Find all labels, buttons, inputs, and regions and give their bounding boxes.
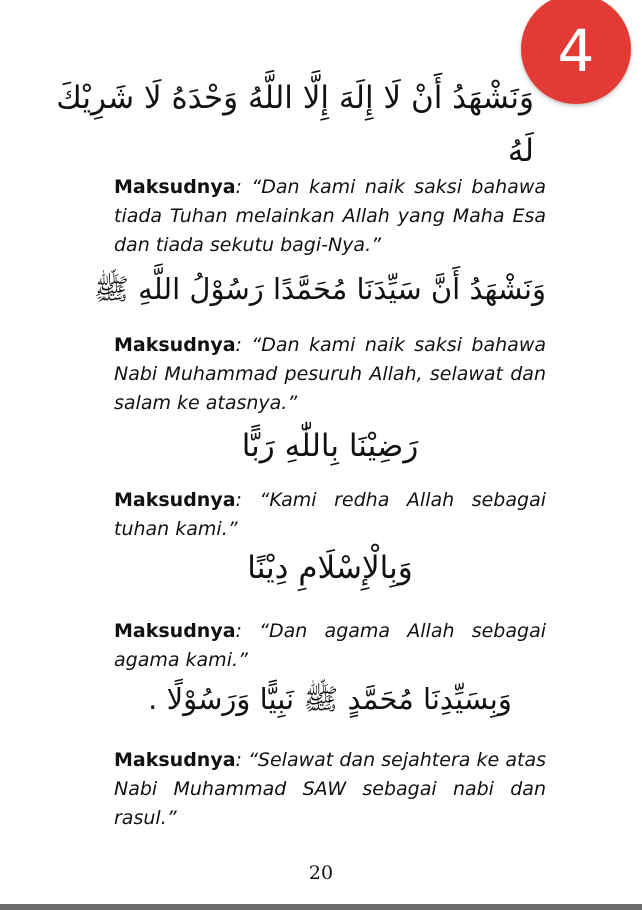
step-number-badge	[521, 0, 631, 104]
bottom-edge-bar	[0, 904, 642, 910]
meaning-paragraph-4	[114, 617, 546, 675]
arabic-verse-2: وَنَشْهَدُ أَنَّ سَيِّدَنَا مُحَمَّدًا رَسُوْلُ اللَّهِ ﷺ	[93, 272, 546, 306]
meaning-paragraph-1	[114, 173, 546, 260]
meaning-label: Maksudnya	[114, 334, 236, 356]
arabic-verse-1-line-2: لَهُ	[507, 133, 534, 169]
meaning-label: Maksudnya	[114, 749, 236, 771]
meaning-text: : “Dan agama Allah sebagai agama kami.”	[114, 620, 546, 671]
arabic-verse-4: وَبِالْإِسْلَامِ دِيْنًا	[247, 550, 413, 586]
meaning-paragraph-5	[114, 746, 546, 833]
meaning-label: Maksudnya	[114, 176, 236, 198]
meaning-label: Maksudnya	[114, 620, 236, 642]
meaning-paragraph-3	[114, 486, 546, 544]
page-number: 20	[308, 862, 334, 884]
meaning-label: Maksudnya	[114, 489, 236, 511]
meaning-paragraph-2	[114, 331, 546, 418]
step-number: 4	[557, 17, 595, 85]
meaning-text: : “Kami redha Allah sebagai tuhan kami.”	[114, 489, 546, 540]
arabic-verse-1-line-1: وَنَشْهَدُ أَنْ لَا إِلَهَ إِلَّا اللَّهُ وَحْدَهُ لَا شَرِيْكَ	[56, 80, 534, 116]
meaning-text: : “Dan kami naik saksi bahawa tiada Tuhan melainkan Allah yang Maha Esa dan tiada sekutu bagi-Nya.”	[114, 176, 546, 256]
arabic-verse-5: وَبِسَيِّدِنَا مُحَمَّدٍ ﷺ نَبِيًّا وَرَسُوْلًا .	[148, 682, 512, 716]
meaning-text: : “Selawat dan sejahtera ke atas Nabi Muhammad SAW sebagai nabi dan rasul.”	[114, 749, 546, 829]
meaning-text: : “Dan kami naik saksi bahawa Nabi Muhammad pesuruh Allah, selawat dan salam ke atasnya.”	[114, 334, 546, 414]
arabic-verse-3: رَضِيْنَا بِاللّٰهِ رَبًّا	[241, 428, 419, 464]
